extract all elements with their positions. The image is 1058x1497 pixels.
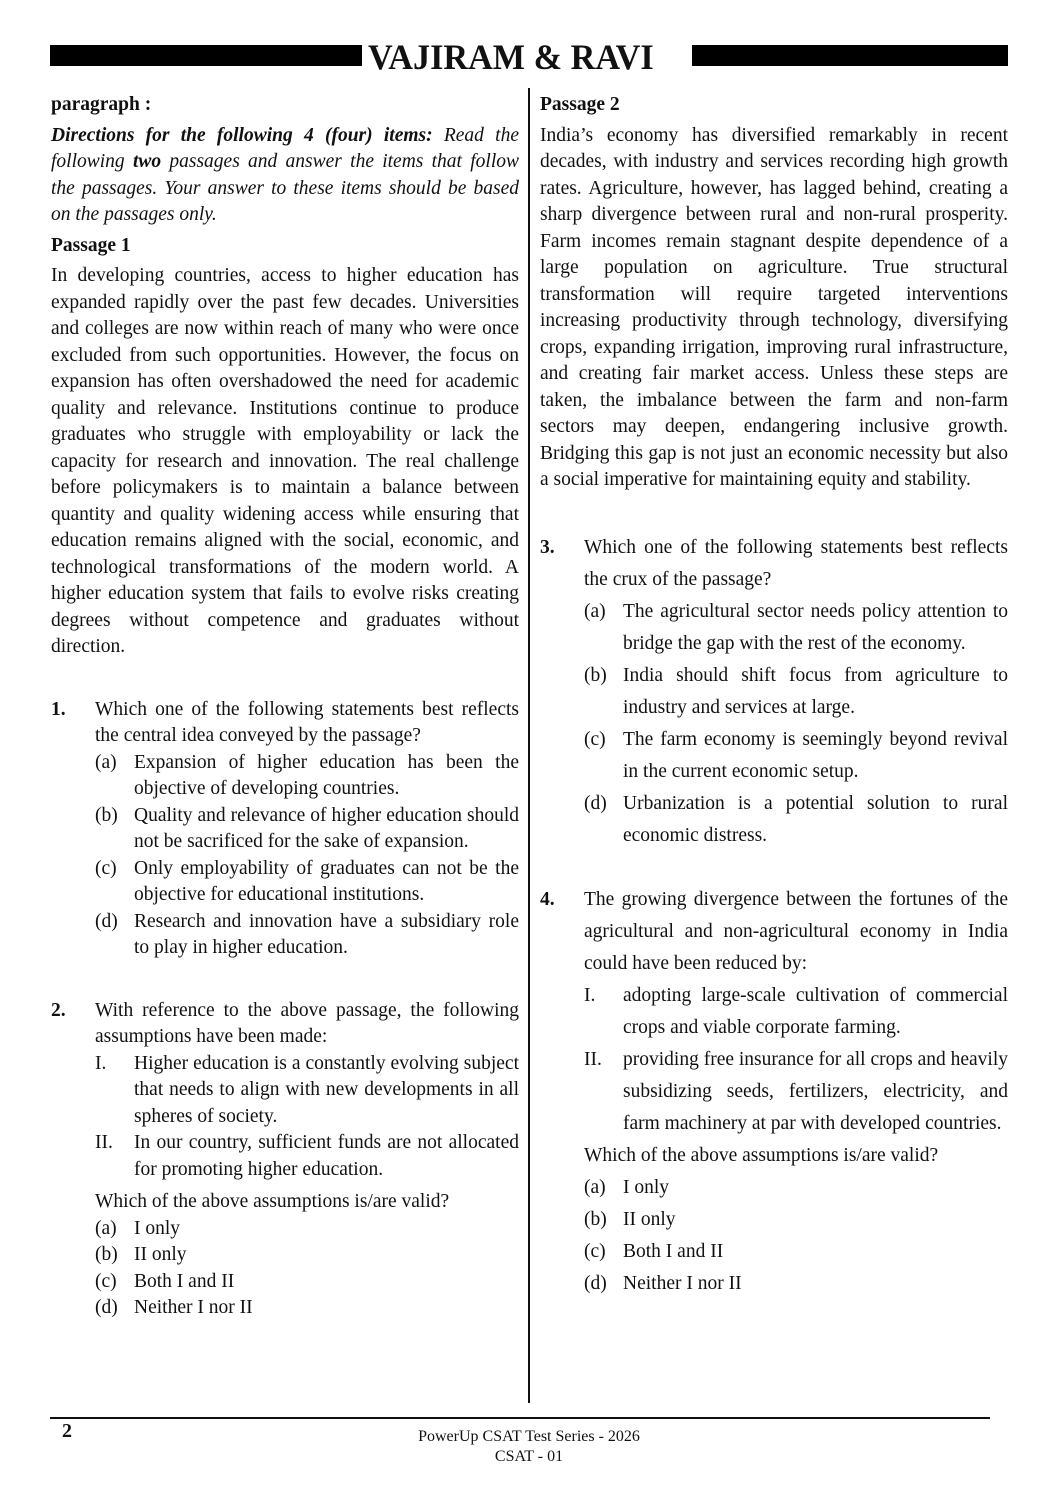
assumption-2: II. providing free insurance for all crops and heavily subsidizing seeds, fertilizers, electricity, and farm machinery at par with developed countries.	[584, 1048, 1008, 1134]
assumption-1: I. adopting large-scale cultivation of commercial crops and viable corporate farming.	[584, 984, 1008, 1038]
passage-2-title: Passage 2	[540, 94, 620, 115]
header-bar-left	[50, 45, 362, 66]
right-column	[540, 92, 1008, 1300]
question-text: Which one of the following statements best reflects the central idea conveyed by the passage?	[95, 698, 519, 746]
question-prompt: Which of the above assumptions is/are valid?	[584, 1144, 939, 1166]
question-number: 3.	[540, 536, 555, 558]
option-b[interactable]: (b) India should shift focus from agriculture to industry and services at large.	[584, 664, 1008, 718]
directions: Directions for the following 4 (four) items: Read the following two passages and answer the items that follow the passages. Your answer to these items should be based on the passages only.	[51, 124, 519, 225]
option-a[interactable]: (a) The agricultural sector needs policy attention to bridge the gap with the rest of the economy.	[584, 600, 1008, 654]
question-3	[540, 532, 1008, 852]
footer-series: PowerUp CSAT Test Series - 2026	[418, 1428, 640, 1445]
question-number: 2.	[51, 999, 66, 1021]
option-b[interactable]: (b) Quality and relevance of higher education should not be sacrificed for the sake of expansion.	[95, 804, 519, 852]
directions-emphasis: two	[132, 151, 162, 172]
section-label: paragraph :	[51, 94, 152, 115]
directions-lead: Directions for the following 4 (four) items:	[51, 124, 433, 146]
footer-rule	[50, 1417, 990, 1419]
option-b[interactable]: (b) II only	[95, 1244, 187, 1265]
passage-1-title: Passage 1	[51, 234, 131, 256]
assumption-2: II. In our country, sufficient funds are not allocated for promoting higher education.	[95, 1132, 519, 1180]
page-number: 2	[62, 1420, 72, 1442]
option-c[interactable]: (c) Both I and II	[95, 1270, 235, 1292]
option-c[interactable]: (c) Only employability of graduates can not be the objective for educational institutions.	[95, 857, 519, 905]
option-a[interactable]: (a) I only	[95, 1217, 181, 1239]
passage-1-text: In developing countries, access to higher education has expanded rapidly over the past few decades. Universities and colleges are now within reach of many who were once excluded from such opportunities. However, the focus on expansion has often overshadowed the need for academic quality and relevance. Institutions continue to produce graduates who struggle with employability or lack the capacity for research and innovation. The real challenge before policymakers is to maintain a balance between quantity and quality widening access while ensuring that education remains aligned with the social, economic, and technological transformations of the modern world. A higher education system that fails to evolve risks creating degrees without competence and graduates without direction.	[51, 265, 519, 657]
footer-code: CSAT - 01	[494, 1448, 564, 1465]
question-4	[540, 884, 1008, 1300]
left-column	[51, 92, 519, 1322]
question-text: With reference to the above passage, the following assumptions have been made:	[95, 999, 519, 1047]
question-prompt: Which of the above assumptions is/are valid?	[95, 1191, 450, 1212]
passage-2-text: India’s economy has diversified remarkably in recent decades, with industry and services recording high growth rates. Agriculture, however, has lagged behind, creating a sharp divergence between rural and non-rural prosperity. Farm incomes remain stagnant despite dependence of a large population on agriculture. True structural transformation will require targeted interventions increasing productivity through technology, diversifying crops, expanding irrigation, improving rural infrastructure, and creating fair market access. Unless these steps are taken, the imbalance between the farm and non-farm sectors may deepen, endangering inclusive growth. Bridging this gap is not just an economic necessity but also a social imperative for maintaining equity and stability.	[540, 124, 1008, 490]
option-d[interactable]: (d) Research and innovation have a subsidiary role to play in higher education.	[95, 910, 519, 958]
question-text: Which one of the following statements best reflects the crux of the passage?	[584, 536, 1008, 590]
option-d[interactable]: (d) Urbanization is a potential solution to rural economic distress.	[584, 792, 1008, 846]
question-text: The growing divergence between the fortunes of the agricultural and non-agricultural economy in India could have been reduced by:	[584, 888, 1008, 974]
option-d[interactable]: (d) Neither I nor II	[584, 1272, 742, 1294]
column-divider	[528, 88, 530, 1403]
option-c[interactable]: (c) Both I and II	[584, 1240, 724, 1262]
question-1	[51, 697, 519, 962]
question-number: 1.	[51, 698, 66, 720]
page-header	[50, 37, 1008, 77]
option-b[interactable]: (b) II only	[584, 1208, 676, 1230]
brand-title: VAJIRAM & RAVI	[368, 37, 654, 77]
header-bar-right	[692, 45, 1008, 66]
question-2	[51, 998, 519, 1322]
option-a[interactable]: (a) Expansion of higher education has been the objective of developing countries.	[95, 751, 519, 799]
question-number: 4.	[540, 888, 555, 910]
option-c[interactable]: (c) The farm economy is seemingly beyond revival in the current economic setup.	[584, 728, 1008, 782]
assumption-1: I. Higher education is a constantly evolving subject that needs to align with new developments in all spheres of society.	[95, 1052, 519, 1127]
option-a[interactable]: (a) I only	[584, 1176, 670, 1198]
option-d[interactable]: (d) Neither I nor II	[95, 1297, 253, 1318]
